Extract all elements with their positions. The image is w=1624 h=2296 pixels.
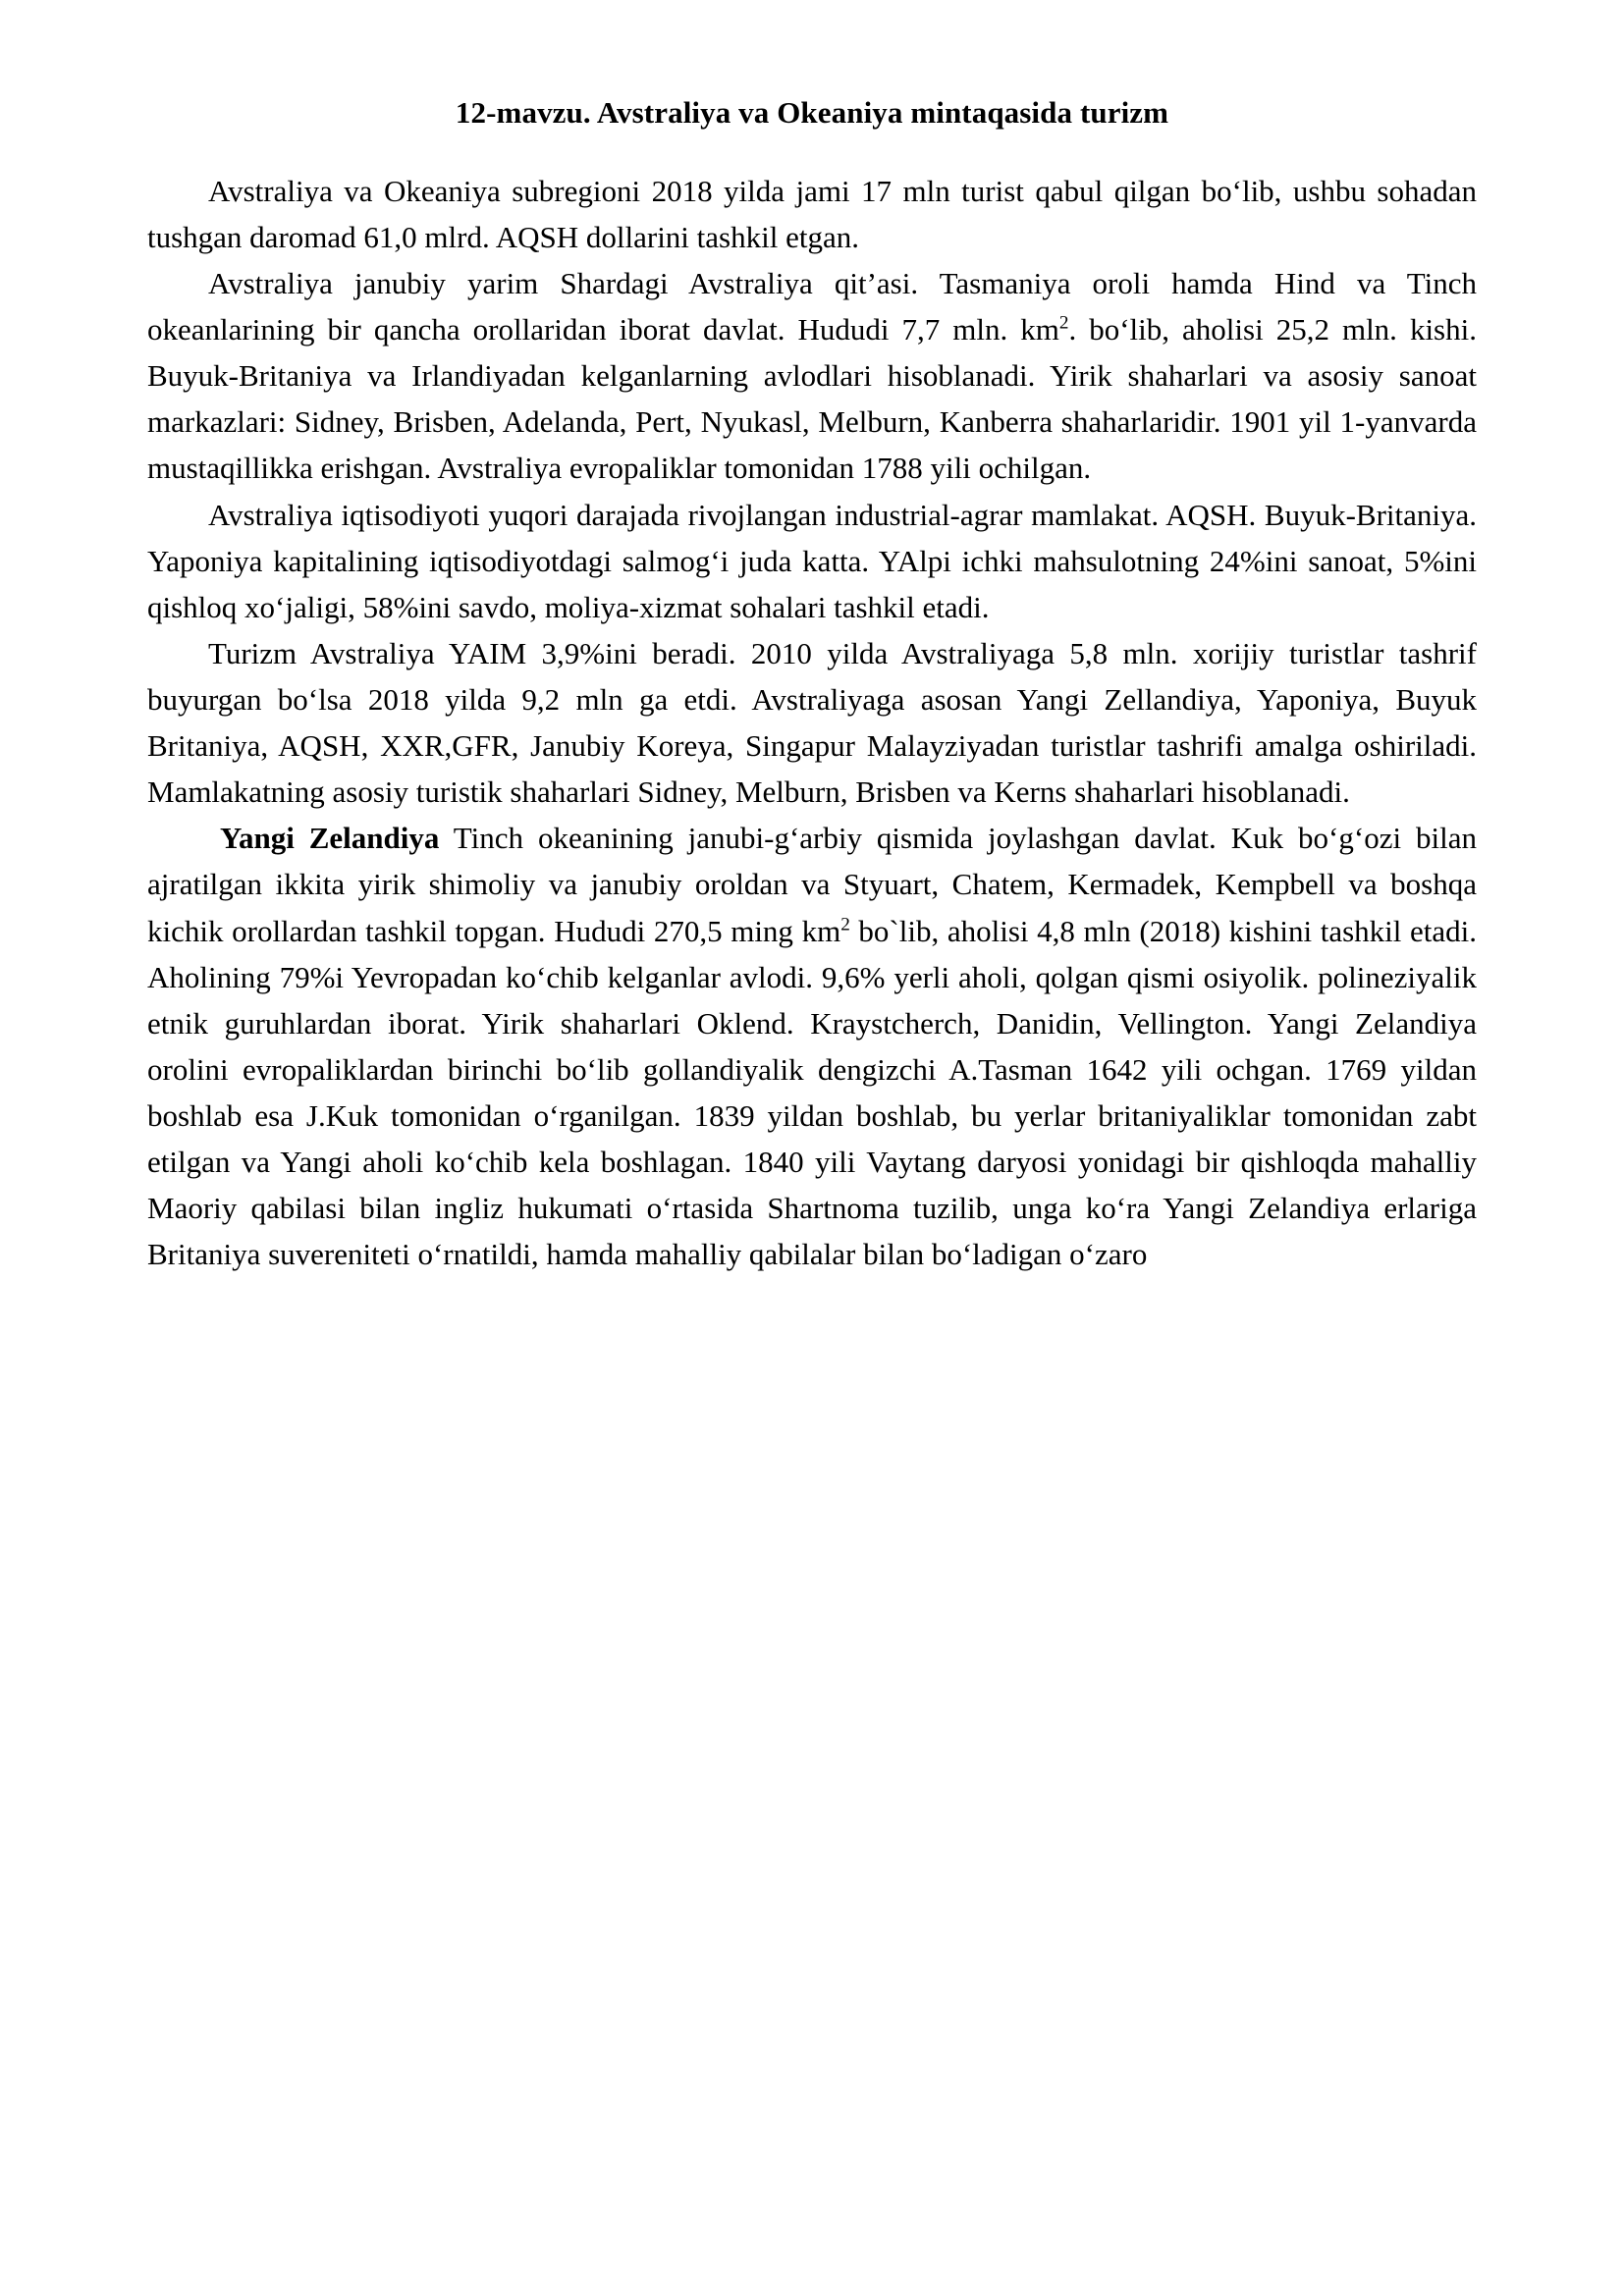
paragraph-new-zealand-lead: Tinch okeanining janubi-g‘arbiy qismida joylashgan davlat. Kuk bo‘g‘ozi bilan ajratilgan ikkita yirik shimoliy va janubiy oroldan va Styuart, Chatem, Kermadek, Kempbell va boshqa kichik orollardan tashkil topgan. Hududi 270,5 ming km bbox=[147, 821, 1477, 948]
paragraph-geography bbox=[147, 260, 1477, 492]
superscript-square-km: 2 bbox=[1058, 312, 1069, 334]
page-title: 12-mavzu. Avstraliya va Okeaniya mintaqasida turizm bbox=[455, 95, 1169, 130]
paragraph-economy: Avstraliya iqtisodiyoti yuqori darajada rivojlangan industrial-agrar mamlakat. AQSH. Buyuk-Britaniya. Yaponiya kapitalining iqtisodiyotdagi salmog‘i juda katta. YAlpi ichki mahsulotning 24%ini sanoat, 5%ini qishloq xo‘jaligi, 58%ini savdo, moliya-xizmat sohalari tashkil etadi. bbox=[147, 497, 1477, 624]
paragraph-geography-tail: . bo‘lib, aholisi 25,2 mln. kishi. Buyuk-Britaniya va Irlandiyadan kelganlarning avlodlari hisoblanadi. Yirik shaharlari va asosiy sanoat markazlari: Sidney, Brisben, Adelanda, Pert, Nyukasl, Melburn, Kanberra shaharlaridir. 1901 yil 1-yanvarda mustaqillikka erishgan. Avstraliya evropaliklar tomonidan 1788 yili ochilgan. bbox=[147, 312, 1477, 486]
paragraph-geography-lead: Avstraliya janubiy yarim Shardagi Avstraliya qit’asi. Tasmaniya oroli hamda Hind va Tinch okeanlarining bir qancha orollaridan iborat davlat. Hududi 7,7 mln. km bbox=[147, 265, 1477, 347]
paragraph-new-zealand bbox=[147, 815, 1477, 1277]
paragraph-new-zealand-tail: bo`lib, aholisi 4,8 mln (2018) kishini tashkil etadi. Aholining 79%i Yevropadan ko‘chib kelganlar avlodi. 9,6% yerli aholi, qolgan qismi osiyolik. polineziyalik etnik guruhlardan iborat. Yirik shaharlari Oklend. Kraystcherch, Danidin, Vellington. Yangi Zelandiya orolini evropaliklardan birinchi bo‘lib gollandiyalik dengizchi A.Tasman 1642 yili ochgan. 1769 yildan boshlab esa J.Kuk tomonidan o‘rganilgan. 1839 yildan boshlab, bu yerlar britaniyaliklar tomonidan zabt etilgan va Yangi aholi ko‘chib kela boshlagan. 1840 yili Vaytang daryosi yonidagi bir qishloqda mahalliy Maoriy qabilasi bilan ingliz hukumati o‘rtasida Shartnoma tuzilib, unga ko‘ra Yangi Zelandiya erlariga Britaniya suvereniteti o‘rnatildi, hamda mahalliy qabilalar bilan bo‘ladigan o‘zaro bbox=[147, 913, 1478, 1272]
superscript-square-km-nz: 2 bbox=[840, 914, 850, 935]
new-zealand-heading: Yangi Zelandiya bbox=[220, 821, 440, 856]
paragraph-tourism: Turizm Avstraliya YAIM 3,9%ini beradi. 2010 yilda Avstraliyaga 5,8 mln. xorijiy turistlar tashrif buyurgan bo‘lsa 2018 yilda 9,2 mln ga etdi. Avstraliyaga asosan Yangi Zellandiya, Yaponiya, Buyuk Britaniya, AQSH, XXR,GFR, Janubiy Koreya, Singapur Malayziyadan turistlar tashrifi amalga oshiriladi. Mamlakatning asosiy turistik shaharlari Sidney, Melburn, Brisben va Kerns shaharlari hisoblanadi. bbox=[147, 635, 1477, 810]
paragraph-intro: Avstraliya va Okeaniya subregioni 2018 yilda jami 17 mln turist qabul qilgan bo‘lib, ushbu sohadan tushgan daromad 61,0 mlrd. AQSH dollarini tashkil etgan. bbox=[147, 173, 1477, 254]
